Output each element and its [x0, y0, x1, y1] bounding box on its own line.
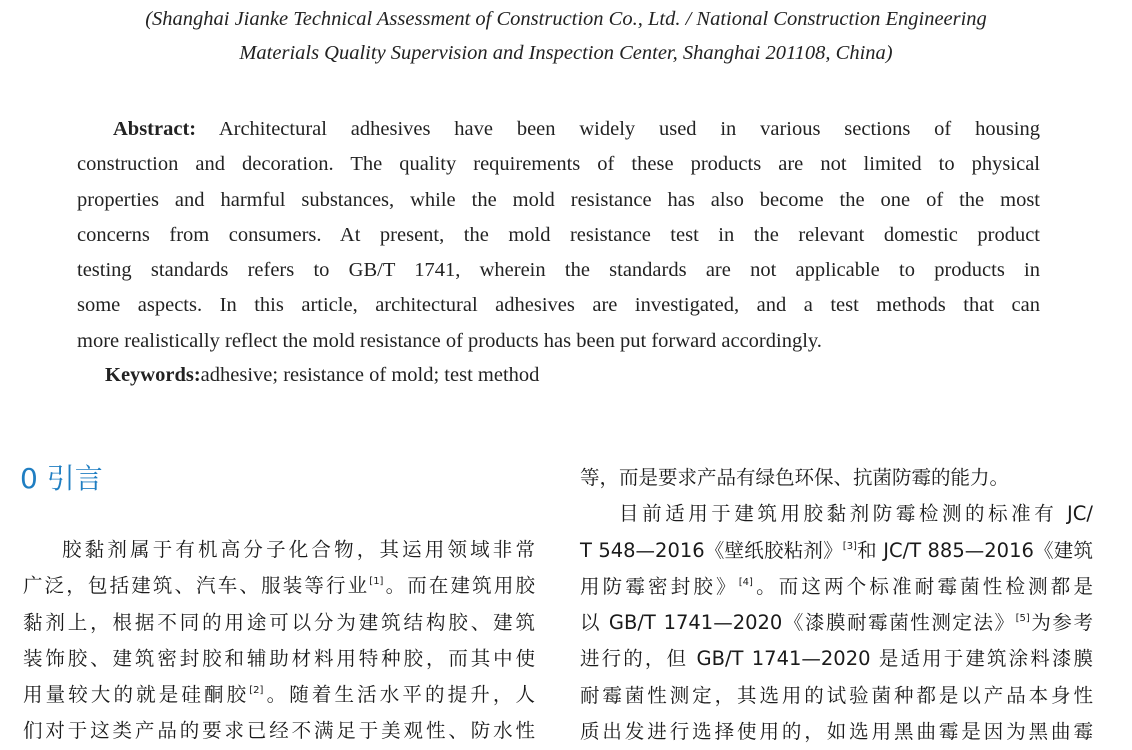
affiliation-line-2: Materials Quality Supervision and Inspection Center, Shanghai 201108, China)	[239, 42, 893, 64]
citation-ref: [2]	[249, 685, 264, 697]
right-column	[580, 460, 1093, 750]
paragraph-line: 等，而是要求产品有绿色环保、抗菌防霉的能力。	[580, 466, 1010, 489]
citation-ref: [3]	[842, 540, 857, 552]
abstract-line: concerns from consumers. At present, the mold resistance test in the relevant domestic product	[77, 223, 1040, 246]
paragraph-line: 装饰胶、建筑密封胶和辅助材料用特种胶，而其中使	[23, 646, 535, 670]
keywords-text: adhesive; resistance of mold; test method	[200, 364, 540, 386]
paragraph-line: 黏剂上，根据不同的用途可以分为建筑结构胶、建筑	[23, 610, 535, 634]
abstract-line: properties and harmful substances, while the mold resistance has also become the one of the most	[77, 188, 1040, 211]
abstract-line: some aspects. In this article, architectural adhesives are investigated, and a test methods that can	[77, 294, 1040, 317]
paragraph-line: 质出发进行选择使用的，如选用黑曲霉是因为黑曲霉	[580, 720, 1093, 744]
keywords-line	[105, 358, 539, 392]
citation-ref: [1]	[369, 576, 384, 588]
abstract-line: construction and decoration. The quality requirements of these products are not limited to physical	[77, 153, 1040, 176]
left-column	[23, 532, 535, 750]
citation-ref: [5]	[1015, 613, 1030, 625]
paragraph-line: 们对于这类产品的要求已经不满足于美观性、防水性	[23, 719, 535, 743]
paragraph-line: 目前适用于建筑用胶黏剂防霉检测的标准有 JC/	[619, 502, 1093, 526]
abstract-block	[77, 112, 1040, 359]
paragraph-line: 进行的，但 GB/T 1741—2020 是适用于建筑涂料漆膜	[580, 647, 1093, 671]
abstract-line: more realistically reflect the mold resistance of products has been put forward accordingly.	[77, 329, 822, 352]
abstract-label: Abstract:	[113, 118, 197, 140]
paragraph-line: 用防霉密封胶》[4]。而这两个标准耐霉菌性检测都是	[580, 574, 1093, 598]
abstract-line: testing standards refers to GB/T 1741, wherein the standards are not applicable to products in	[77, 259, 1040, 282]
affiliation-line-1: (Shanghai Jianke Technical Assessment of Construction Co., Ltd. / National Construction Engineering	[145, 8, 987, 30]
abstract-line: Abstract: Architectural adhesives have been widely used in various sections of housing	[113, 118, 1040, 140]
paragraph-line: 以 GB/T 1741—2020《漆膜耐霉菌性测定法》[5]为参考	[580, 611, 1093, 635]
section-heading: 0 引言	[20, 462, 103, 495]
paragraph-line: T 548—2016《壁纸胶粘剂》[3]和 JC/T 885—2016《建筑	[580, 538, 1093, 562]
paragraph-line: 广泛，包括建筑、汽车、服装等行业[1]。而在建筑用胶	[23, 574, 535, 598]
paragraph-line: 胶黏剂属于有机高分子化合物，其运用领域非常	[62, 538, 535, 561]
paragraph-line: 用量较大的就是硅酮胶[2]。随着生活水平的提升，人	[23, 683, 535, 707]
paragraph-line: 耐霉菌性测定，其选用的试验菌种都是以产品本身性	[580, 683, 1093, 707]
citation-ref: [4]	[738, 576, 753, 588]
keywords-label: Keywords:	[105, 364, 201, 386]
author-affiliation	[0, 2, 1132, 70]
